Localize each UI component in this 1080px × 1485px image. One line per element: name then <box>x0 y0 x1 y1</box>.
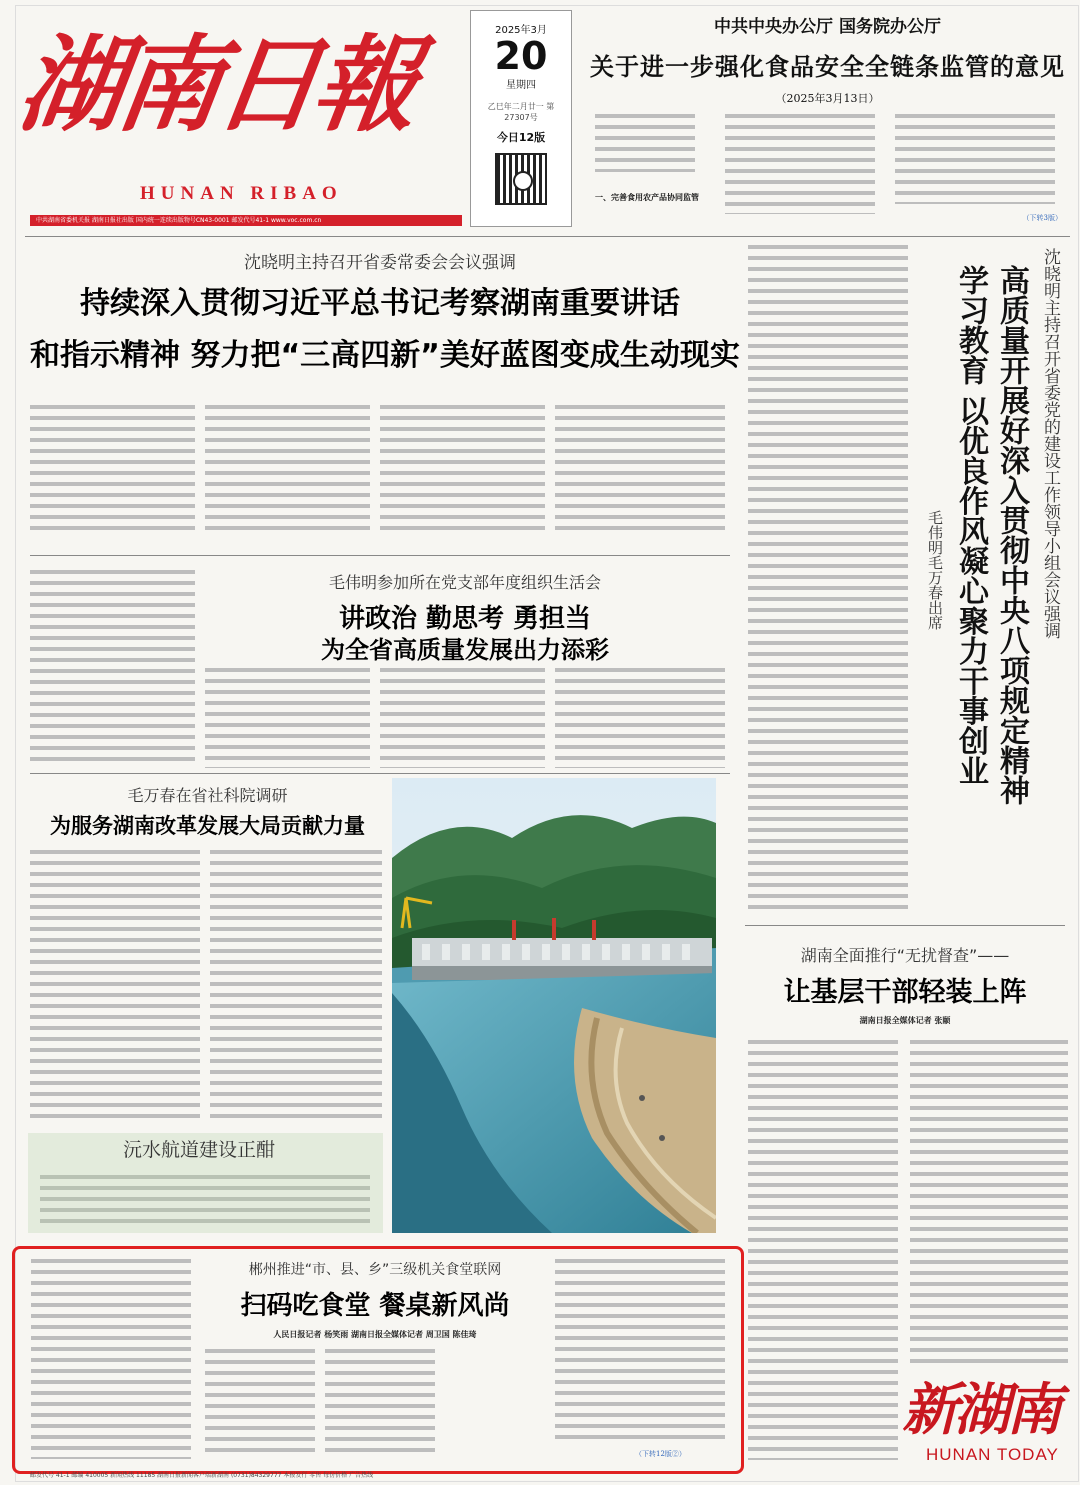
featured-text-col1 <box>31 1259 191 1459</box>
story4-text-col2 <box>910 1040 1068 1370</box>
dam-photo[interactable] <box>392 778 716 1233</box>
masthead-pinyin: HUNAN RIBAO <box>140 183 343 204</box>
hunan-today-logo <box>902 1375 1072 1475</box>
story3-kicker: 毛万春在省社科院调研 <box>127 786 288 805</box>
day-number: 20 <box>494 34 548 78</box>
dam-photo-image <box>392 778 716 1233</box>
featured-kicker: 郴州推进“市、县、乡”三级机关食堂联网 <box>248 1262 502 1278</box>
story3-text-col1 <box>30 850 200 1125</box>
featured-story-highlight[interactable] <box>12 1246 744 1474</box>
story1-headline-line1[interactable]: 持续深入贯彻习近平总书记考察湖南重要讲话 <box>80 286 680 321</box>
divider <box>30 773 730 774</box>
right-story-text <box>748 245 908 910</box>
top-story-more-link[interactable]: （下转3版） <box>1022 214 1062 222</box>
story3-text-col2 <box>210 850 382 1125</box>
divider <box>745 925 1065 926</box>
featured-headline[interactable]: 扫码吃食堂 餐桌新风尚 <box>240 1291 510 1321</box>
right-story-attendees: 毛伟明毛万春出席 <box>926 510 944 630</box>
masthead <box>11 10 460 210</box>
issue-number: 乙巳年二月廿一 第27307号 <box>487 102 555 122</box>
date-box <box>470 10 572 227</box>
featured-more-link[interactable]: （下转12版②） <box>635 1450 686 1458</box>
masthead-title: 湖南日報 <box>11 23 421 146</box>
story2-text-col4 <box>555 668 725 768</box>
photo-caption-title: 沅水航道建设正酣 <box>28 1133 383 1167</box>
story1-text-col3 <box>380 405 545 535</box>
story1-headline-line2[interactable]: 和指示精神 努力把“三高四新”美好蓝图变成生动现实 <box>30 338 740 373</box>
photo-caption-box <box>28 1167 383 1233</box>
featured-byline: 人民日报记者 杨笑雨 湖南日报全媒体记者 周卫国 陈佳琦 <box>273 1330 477 1339</box>
story4-kicker: 湖南全面推行“无扰督查”—— <box>800 946 1010 965</box>
featured-text-col3 <box>325 1349 435 1459</box>
right-story-kicker: 沈晓明主持召开省委党的建设工作领导小组会议强调 <box>1040 248 1060 639</box>
page-count: 今日12版 <box>496 131 546 144</box>
story2-text-col1 <box>30 570 195 765</box>
top-story <box>585 10 1070 225</box>
photo-caption-text <box>40 1175 370 1225</box>
story4-headline[interactable]: 让基层干部轻装上阵 <box>783 977 1027 1008</box>
top-story-text-col2 <box>725 114 875 214</box>
story2-text-col3 <box>380 668 545 768</box>
top-story-text-col1 <box>595 114 695 172</box>
top-story-headline[interactable]: 关于进一步强化食品安全全链条监管的意见 <box>590 53 1065 81</box>
masthead-infobar: 中共湖南省委机关报 湖南日报社出版 国内统一连续出版物号CN43-0001 邮发代号41-1 www.voc.com.cn <box>30 215 462 226</box>
story2-text-col2 <box>205 668 370 768</box>
story2-kicker: 毛伟明参加所在党支部年度组织生活会 <box>328 573 601 592</box>
divider <box>30 555 730 556</box>
story1-text-col1 <box>30 405 195 535</box>
story2-headline-line2[interactable]: 为全省高质量发展出力添彩 <box>321 636 609 664</box>
story1-text-col2 <box>205 405 370 535</box>
right-story-headline-col2[interactable]: 学习教育 以优良作风凝心聚力干事创业 <box>953 265 988 786</box>
top-story-text-col3 <box>895 114 1055 204</box>
footer-bar: 邮发代号 41-1 邮编 410005 新闻热线 11185 湖南日报新闻客户端新湖南 (0731)84329777 本报发行 零售 每份价格 广告热线 <box>30 1472 374 1479</box>
story1-kicker: 沈晓明主持召开省委常委会会议强调 <box>244 253 516 273</box>
story4-byline: 湖南日报全媒体记者 张颐 <box>859 1016 951 1025</box>
weekday: 星期四 <box>506 80 536 91</box>
story2-headline-line1[interactable]: 讲政治 勤思考 勇担当 <box>338 604 592 634</box>
year-month: 2025年3月 <box>495 25 547 36</box>
top-story-date: （2025年3月13日） <box>775 92 880 105</box>
divider <box>25 236 1070 237</box>
logo-name: 新湖南 <box>902 1377 1058 1443</box>
qr-code-icon[interactable] <box>495 153 547 205</box>
featured-text-col5 <box>555 1259 725 1444</box>
story4-text-col1 <box>748 1040 898 1460</box>
logo-tagline: HUNAN TODAY <box>926 1445 1059 1464</box>
top-story-section1: 一、完善食用农产品协同监管 <box>595 193 699 202</box>
story1-text-col4 <box>555 405 725 535</box>
top-story-kicker: 中共中央办公厅 国务院办公厅 <box>714 17 941 37</box>
story3-headline[interactable]: 为服务湖南改革发展大局贡献力量 <box>50 814 365 838</box>
right-story-headline-col1[interactable]: 高质量开展好深入贯彻中央八项规定精神 <box>994 265 1029 805</box>
featured-text-col2 <box>205 1349 315 1459</box>
